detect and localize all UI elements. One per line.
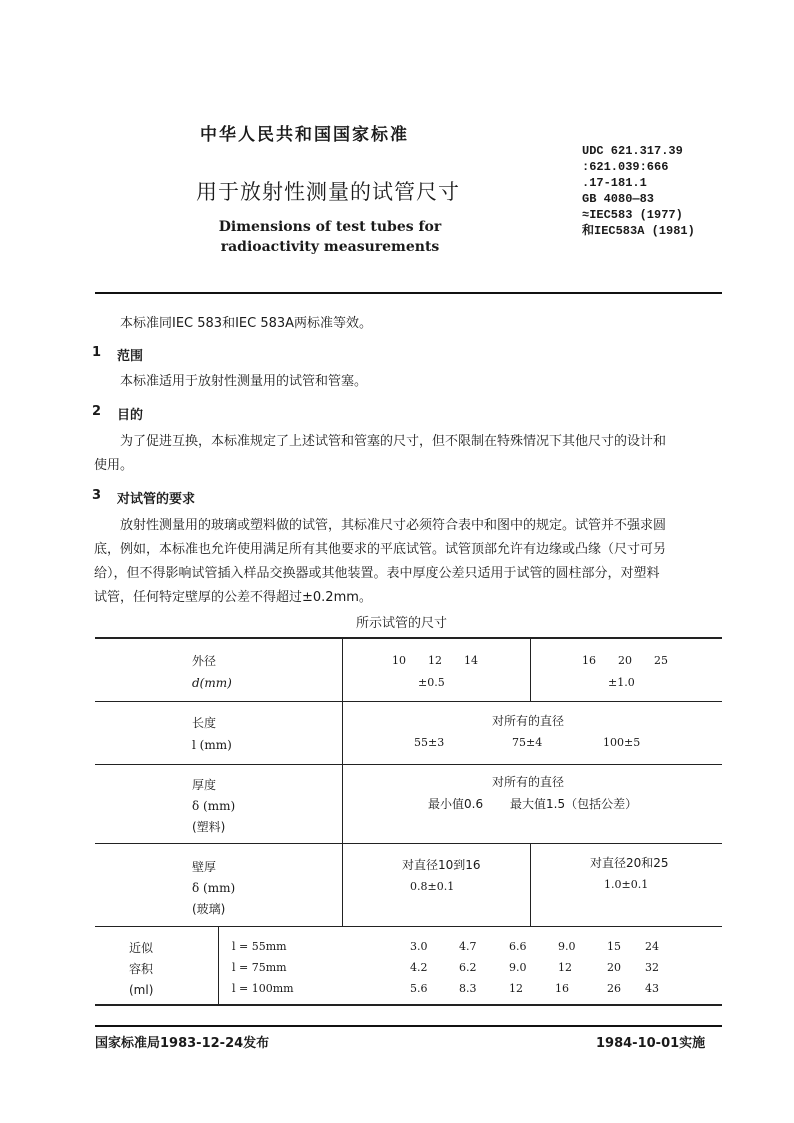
volume-cell: 9.0 (509, 961, 527, 974)
volume-cell: 32 (645, 961, 659, 974)
header-divider (95, 292, 722, 294)
length-value: 100±5 (603, 736, 641, 749)
section-3-text-line2: 底，例如，本标准也允许使用满足所有其他要求的平底试管。试管顶部允许有边缘或凸缘（尺寸可另 (94, 542, 667, 557)
wall-large-value: 1.0±0.1 (604, 878, 649, 891)
udc-block (582, 143, 695, 239)
volume-label: 容积 (129, 962, 154, 976)
section-3-text-line3: 给），但不得影响试管插入样品交换器或其他装置。表中厚度公差只适用于试管的圆柱部分，对塑料 (94, 566, 660, 581)
table-col-divider (342, 639, 343, 926)
wall-unit: δ (mm) (192, 881, 236, 895)
udc-line: ≈IEC583 (1977) (582, 208, 683, 222)
wall-material: (玻璃) (192, 902, 226, 916)
footer-divider (95, 1025, 722, 1027)
table-top-rule (95, 637, 722, 639)
volume-cell: 24 (645, 940, 659, 953)
wall-small-header: 对直径10到16 (402, 858, 481, 872)
table-col-divider (530, 843, 531, 926)
volume-length-label: l = 75mm (232, 961, 287, 974)
volume-label: 近似 (129, 941, 154, 955)
wall-label: 壁厚 (192, 860, 217, 874)
volume-length-label: l = 100mm (232, 982, 294, 995)
intro-text: 本标准同IEC 583和IEC 583A两标准等效。 (120, 316, 373, 331)
thickness-label: 厚度 (192, 778, 217, 792)
table-col-divider (218, 926, 219, 1004)
document-title-cn: 用于放射性测量的试管尺寸 (196, 180, 460, 204)
effective-date: 1984-10-01实施 (596, 1036, 706, 1051)
thickness-material: (塑料) (192, 820, 226, 834)
volume-cell: 26 (607, 982, 621, 995)
volume-cell: 15 (607, 940, 621, 953)
od-small-tolerance: ±0.5 (418, 676, 445, 689)
volume-cell: 4.2 (410, 961, 428, 974)
table-bottom-rule (95, 1004, 722, 1006)
standard-name: 中华人民共和国国家标准 (200, 125, 409, 145)
section-1-title: 范围 (117, 349, 144, 364)
table-row-rule (95, 843, 722, 844)
table-col-divider (530, 639, 531, 701)
length-label: 长度 (192, 716, 217, 730)
od-label: 外径 (192, 654, 217, 668)
volume-cell: 6.2 (459, 961, 477, 974)
wall-small-value: 0.8±0.1 (410, 880, 455, 893)
thickness-header: 对所有的直径 (492, 775, 565, 789)
udc-line: GB 4080—83 (582, 192, 655, 206)
od-large-tolerance: ±1.0 (608, 676, 635, 689)
volume-length-label: l = 55mm (232, 940, 287, 953)
volume-unit: (ml) (129, 983, 154, 997)
volume-cell: 8.3 (459, 982, 477, 995)
section-3-number: 3 (92, 488, 102, 503)
volume-cell: 9.0 (558, 940, 576, 953)
wall-large-header: 对直径20和25 (590, 856, 669, 870)
od-unit: d(mm) (192, 676, 232, 690)
volume-cell: 5.6 (410, 982, 428, 995)
udc-line: 和IEC583A (1981) (582, 224, 695, 238)
section-2-number: 2 (92, 404, 102, 419)
thickness-min: 最小值0.6 (428, 797, 484, 811)
document-title-en-line2: radioactivity measurements (220, 239, 440, 255)
volume-cell: 6.6 (509, 940, 527, 953)
length-value: 55±3 (414, 736, 445, 749)
volume-cell: 16 (555, 982, 569, 995)
volume-cell: 20 (607, 961, 621, 974)
table-row-rule (95, 764, 722, 765)
section-3-text-line4: 试管，任何特定壁厚的公差不得超过±0.2mm。 (94, 590, 372, 605)
volume-cell: 12 (509, 982, 523, 995)
volume-cell: 3.0 (410, 940, 428, 953)
length-header: 对所有的直径 (492, 714, 565, 728)
table-row-rule (95, 701, 722, 702)
table-row-rule (95, 926, 722, 927)
issue-date: 国家标准局1983-12-24发布 (95, 1036, 270, 1051)
od-small-values: 10 12 14 (392, 654, 478, 667)
section-2-text-line2: 使用。 (94, 458, 134, 473)
section-1-number: 1 (92, 345, 102, 360)
table-caption: 所示试管的尺寸 (356, 616, 448, 631)
thickness-max: 最大值1.5（包括公差） (510, 797, 638, 811)
section-2-text-line1: 为了促进互换，本标准规定了上述试管和管塞的尺寸，但不限制在特殊情况下其他尺寸的设计和 (120, 434, 667, 449)
document-title-en-line1: Dimensions of test tubes for (218, 219, 442, 235)
volume-cell: 43 (645, 982, 659, 995)
section-3-title: 对试管的要求 (117, 492, 196, 507)
section-1-text: 本标准适用于放射性测量用的试管和管塞。 (120, 374, 368, 389)
volume-cell: 12 (558, 961, 572, 974)
udc-line: UDC 621.317.39 (582, 144, 683, 158)
od-large-values: 16 20 25 (582, 654, 668, 667)
section-3-text-line1: 放射性测量用的玻璃或塑料做的试管，其标准尺寸必须符合表中和图中的规定。试管并不强求圆 (120, 518, 667, 533)
volume-cell: 4.7 (459, 940, 477, 953)
thickness-unit: δ (mm) (192, 799, 236, 813)
udc-line: .17-181.1 (582, 176, 647, 190)
udc-line: :621.039:666 (582, 160, 669, 174)
length-value: 75±4 (512, 736, 543, 749)
section-2-title: 目的 (117, 408, 144, 423)
length-unit: l (mm) (192, 738, 232, 752)
